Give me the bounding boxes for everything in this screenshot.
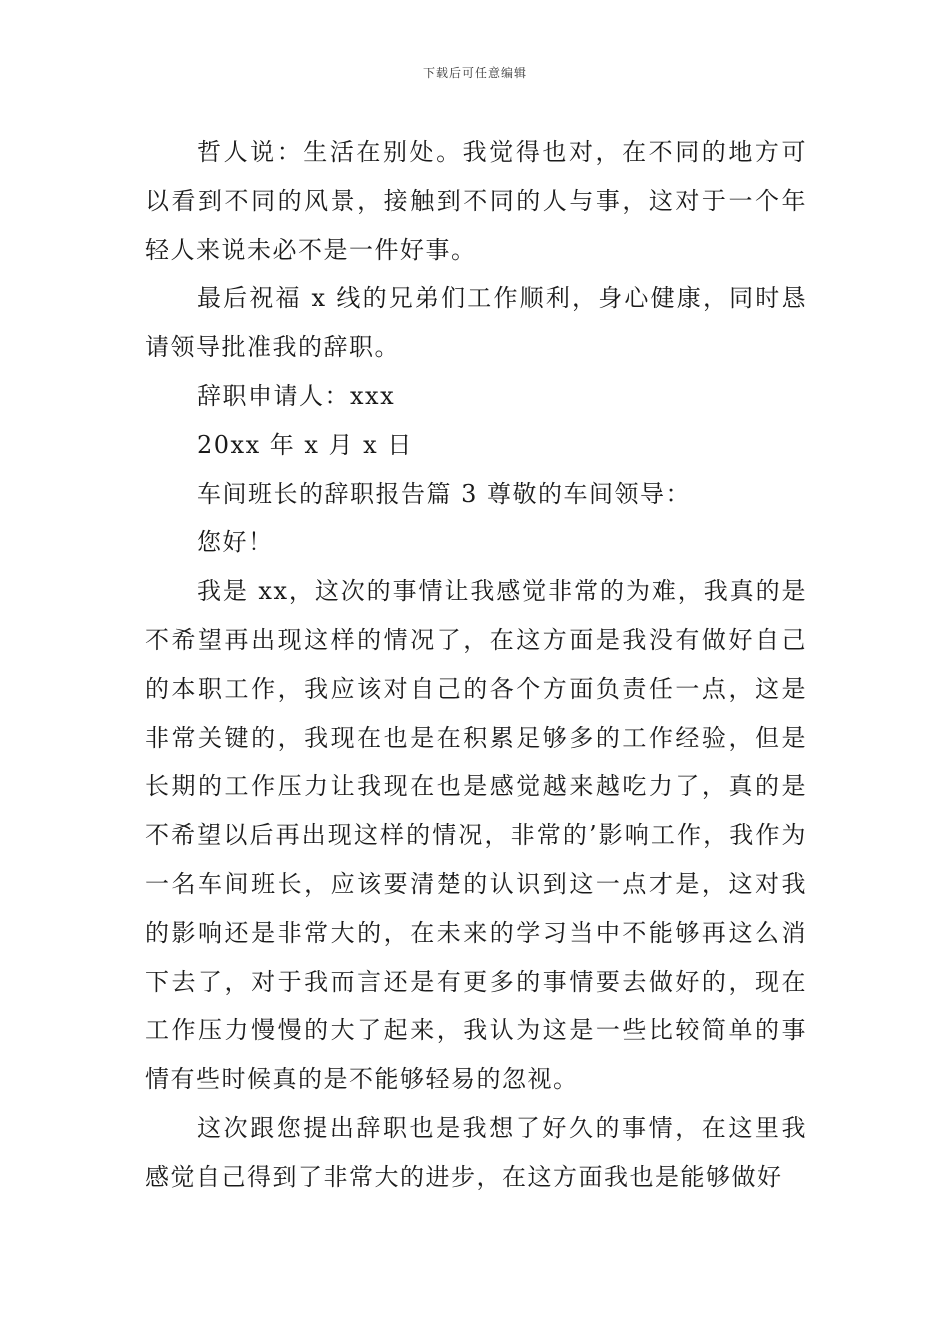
body-text — [145, 128, 807, 1202]
paragraph-situation: 我是 xx，这次的事情让我感觉非常的为难，我真的是不希望再出现这样的情况了，在这方面是我没有做好自己的本职工作，我应该对自己的各个方面负责任一点，这是非常关键的，我现在也是在积累足够多的工作经验，但是长期的工作压力让我现在也是感觉越来越吃力了，真的是不希望以后再出现这样的情况，非常的’影响工作，我作为一名车间班长，应该要清楚的认识到这一点才是，这对我的影响还是非常大的，在未来的学习当中不能够再这么消下去了，对于我而言还是有更多的事情要去做好的，现在工作压力慢慢的大了起来，我认为这是一些比较简单的事情有些时候真的是不能够轻易的忽视。 — [145, 577, 807, 1094]
signature-line: 辞职申请人：xxx — [197, 381, 396, 410]
header-note: 下载后可任意编辑 — [422, 66, 527, 80]
paragraph-philosopher: 哲人说：生活在别处。我觉得也对，在不同的地方可以看到不同的风景，接触到不同的人与事，这对于一个年轻人来说未必不是一件好事。 — [145, 138, 807, 264]
section-title: 车间班长的辞职报告篇 3 尊敬的车间领导： — [197, 479, 692, 508]
paragraph-wishes: 最后祝福 x 线的兄弟们工作顺利，身心健康，同时恳请领导批准我的辞职。 — [145, 284, 807, 362]
date-line: 20xx 年 x 月 x 日 — [197, 430, 413, 459]
paragraph-resignation: 这次跟您提出辞职也是我想了好久的事情，在这里我感觉自己得到了非常大的进步，在这方面我也是能够做好 — [145, 1113, 807, 1191]
greeting-line: 您好！ — [197, 528, 274, 557]
